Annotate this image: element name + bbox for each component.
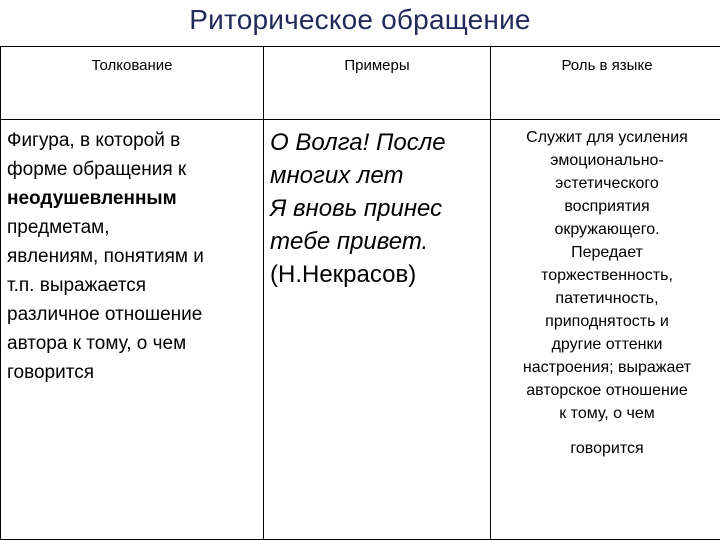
definition-line: автора к тому, о чем [7,333,187,354]
role-line: говорится [570,440,644,457]
role-cell [491,120,720,540]
example-line: тебе привет. [270,228,429,255]
content-row [1,120,720,540]
role-line: патетичность, [555,290,659,307]
example-line: Я вновь принес [270,195,443,222]
role-line: эмоционально- [550,152,664,169]
example-author: (Н.Некрасов) [270,261,417,288]
example-line: О Волга! После [270,129,446,156]
page-title: Риторическое обращение [189,4,531,35]
definition-line: говорится [7,362,94,383]
role-line: восприятия [564,198,650,215]
header-examples: Примеры [344,57,410,74]
header-cell-role [491,47,720,120]
header-interpretation: Толкование [91,57,173,74]
definition-cell [1,120,264,540]
role-line: к тому, о чем [559,405,655,422]
role-line: настроения; выражает [522,359,692,376]
header-cell-interpretation [1,47,264,120]
header-cell-examples [264,47,491,120]
definition-line: Фигура, в которой в [7,130,181,151]
header-row [1,47,720,120]
role-line: эстетического [555,175,659,192]
example-cell [264,120,491,540]
content-table [0,46,720,540]
definition-line: форме обращения к [7,159,187,180]
role-line: Служит для усиления [526,129,688,146]
definition-line: предметам, [7,217,110,238]
header-role: Роль в языке [561,57,653,74]
role-line: торжественность, [541,267,673,284]
role-line: авторское отношение [526,382,688,399]
definition-line: различное отношение [7,304,203,325]
definition-line: т.п. выражается [7,275,147,296]
role-line: другие оттенки [551,336,663,353]
definition-line: явлениям, понятиям и [7,246,204,267]
role-line: окружающего. [554,221,660,238]
example-line: многих лет [270,162,404,189]
role-line: приподнятость и [545,313,669,330]
definition-bold-word: неодушевленным [7,188,177,209]
role-line: Передает [571,244,643,261]
